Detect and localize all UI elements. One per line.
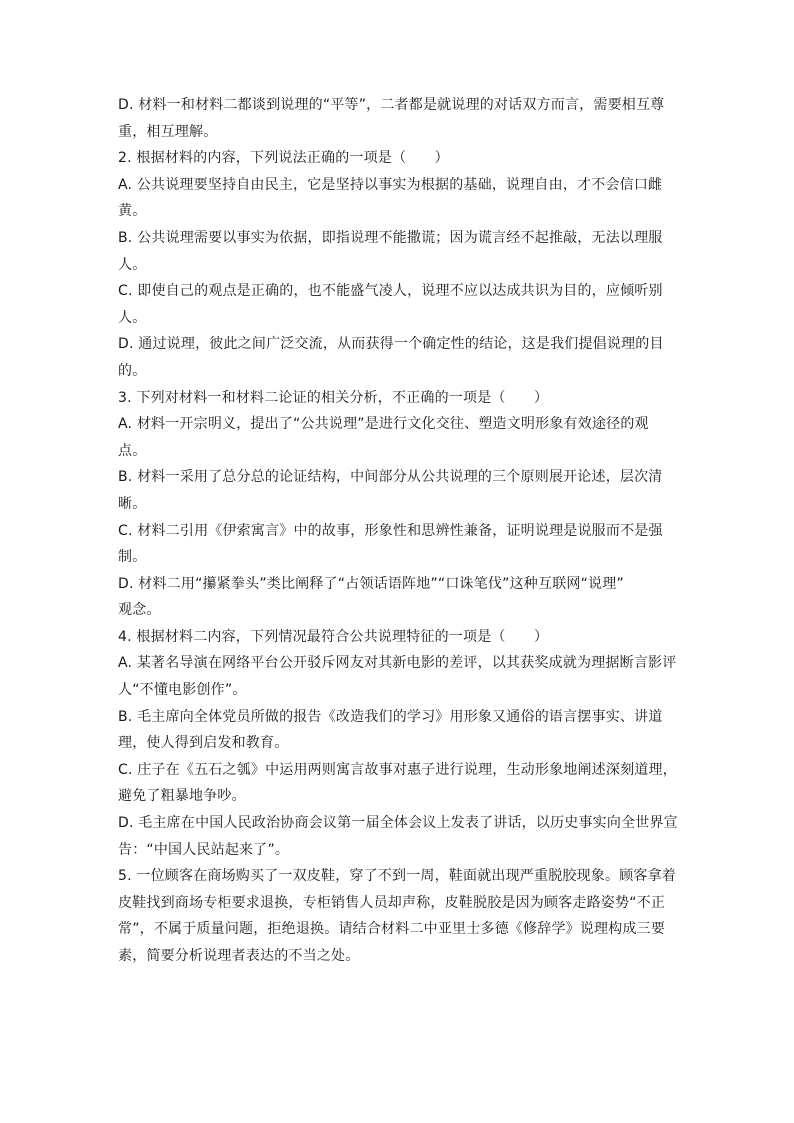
text-line: 理，使人得到启发和教育。 <box>118 735 289 752</box>
question-5-stem: 5. 一位顾客在商场购买了一双皮鞋，穿了不到一周，鞋面就出现严重脱胶现象。顾客拿着 <box>118 868 677 885</box>
text-line: D. 毛主席在中国人民政治协商会议第一届全体会议上发表了讲话，以历史事实向全世界宣 <box>118 815 678 832</box>
text-line: 晰。 <box>118 495 147 512</box>
text-line: B. 材料一采用了总分总的论证结构，中间部分从公共说理的三个原则展开论述，层次清 <box>118 469 663 486</box>
text-line: D. 材料二用“攥紧拳头”类比阐释了“占领话语阵地”“口诛笔伐”这种互联网“说理” <box>118 575 624 592</box>
question-2-stem: 2. 根据材料的内容，下列说法正确的一项是（ ） <box>118 150 449 167</box>
text-line: D. 材料一和材料二都谈到说理的“平等”，二者都是就说理的对话双方而言，需要相互尊 <box>118 97 665 113</box>
question-3-stem: 3. 下列对材料一和材料二论证的相关分析，不正确的一项是（ ） <box>118 389 549 406</box>
document-page <box>118 92 678 970</box>
text-line: 观念。 <box>118 602 161 619</box>
text-line: A. 材料一开宗明义，提出了“公共说理”是进行文化交往、塑造文明形象有效途径的观 <box>118 416 649 433</box>
text-line: A. 某著名导演在网络平台公开驳斥网友对其新电影的差评，以其获奖成就为理据断言影评 <box>118 655 677 672</box>
text-line: B. 毛主席向全体党员所做的报告《改造我们的学习》用形象又通俗的语言摆事实、讲道 <box>118 708 663 725</box>
text-line: 的。 <box>118 362 147 379</box>
text-line: B. 公共说理需要以事实为依据，即指说理不能撒谎；因为谎言经不起推敲，无法以理服 <box>118 229 663 246</box>
text-line: 人。 <box>118 256 147 273</box>
text-line: 人“不懂电影创作”。 <box>118 682 247 699</box>
text-line: 皮鞋找到商场专柜要求退换，专柜销售人员却声称，皮鞋脱胶是因为顾客走路姿势“不正 <box>118 894 666 911</box>
text-line: D. 通过说理，彼此之间广泛交流，从而获得一个确定性的结论，这是我们提倡说理的目 <box>118 336 664 353</box>
text-line: 人。 <box>118 309 147 326</box>
text-line: C. 庄子在《五石之瓠》中运用两则寓言故事对惠子进行说理，生动形象地阐述深刻道理， <box>118 761 677 778</box>
text-line: 常”，不属于质量问题，拒绝退换。请结合材料二中亚里士多德《修辞学》说理构成三要 <box>118 921 666 938</box>
text-line: 重，相互理解。 <box>118 123 218 140</box>
text-line: 黄。 <box>118 203 147 220</box>
text-line: 避免了粗暴地争吵。 <box>118 788 246 805</box>
text-line: C. 即使自己的观点是正确的，也不能盛气凌人，说理不应以达成共识为目的，应倾听别 <box>118 283 663 300</box>
text-line: 告：“中国人民站起来了”。 <box>118 841 290 858</box>
text-line: C. 材料二引用《伊索寓言》中的故事，形象性和思辨性兼备，证明说理是说服而不是强 <box>118 522 663 539</box>
text-line: A. 公共说理要坚持自由民主，它是坚持以事实为根据的基础，说理自由，才不会信口雌 <box>118 176 663 193</box>
text-line: 点。 <box>118 442 147 459</box>
text-line: 素，简要分析说理者表达的不当之处。 <box>118 948 360 964</box>
question-4-stem: 4. 根据材料二内容，下列情况最符合公共说理特征的一项是（ ） <box>118 628 549 645</box>
text-line: 制。 <box>118 549 147 566</box>
